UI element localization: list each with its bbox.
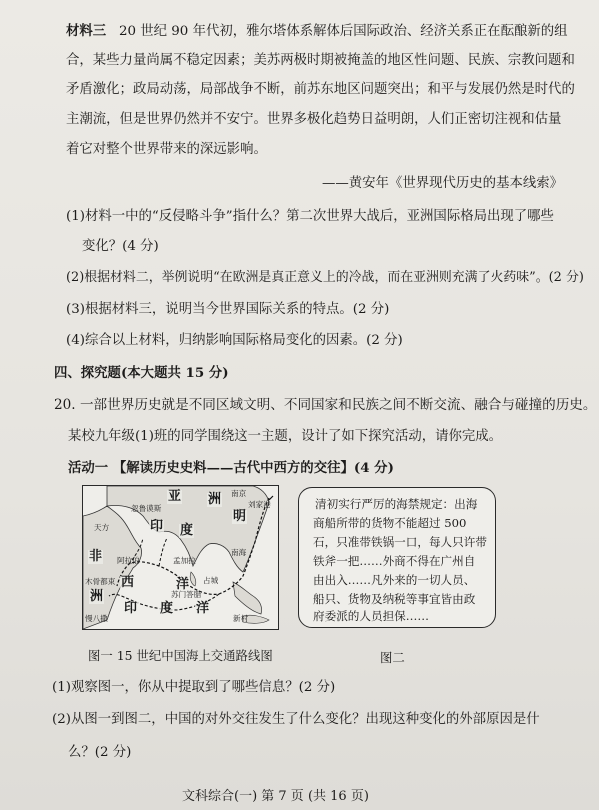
- page-footer: 文科综合(一) 第 7 页 (共 16 页): [182, 789, 369, 804]
- figure-1-caption: 图一 15 世纪中国海上交通路线图: [88, 648, 273, 663]
- map-label-io-du: 度: [160, 601, 174, 616]
- section-4-title: 四、探究题(本大题共 15 分): [54, 365, 229, 381]
- fig2-line-1: 清初实行严厉的海禁规定：出海: [315, 497, 478, 511]
- material3-line-1: [66, 22, 568, 41]
- map-label-west: 西: [121, 575, 135, 590]
- map-label-asia-1: 亚: [168, 489, 182, 504]
- place-tianfang: 天方: [94, 523, 110, 532]
- map-label-africa-1: 非: [89, 549, 103, 564]
- place-zhancheng: 占城: [203, 576, 219, 585]
- fig2-line-5: 由出入……凡外来的一切人员、: [313, 573, 476, 587]
- place-suomen: 苏门答腊: [171, 590, 202, 599]
- subquestion-1: (1)观察图一，你从中提取到了哪些信息？(2 分): [52, 680, 336, 695]
- question-3: (3)根据材料三，说明当今世界国际关系的特点。(2 分): [66, 302, 390, 317]
- fig2-line-2: 商船所带的货物不能超过 500: [313, 516, 467, 530]
- place-mojia: 木骨都束: [85, 577, 116, 586]
- activity-1-title: 活动一 【解读历史史料——古代中西方的交往】(4 分): [68, 460, 394, 476]
- sea-ban-text-box: [298, 487, 496, 628]
- material3-text-1: 20 世纪 90 年代初，雅尔塔体系解体后国际政治、经济关系正在酝酿新的组: [118, 24, 568, 39]
- place-manbasa: 慢八撒: [85, 614, 108, 623]
- fig2-line-6: 船只、货物及纳税等事宜皆由政: [313, 592, 476, 606]
- question-20-line-1: 20. 一部世界历史就是不同区域文明、不同国家和民族之间不断交流、融合与碰撞的历史。: [54, 397, 597, 413]
- route-map: [82, 485, 279, 630]
- figure-2-caption: 图二: [380, 650, 405, 665]
- fig2-line-4: 铁斧一把……外商不得在广州自: [313, 554, 476, 568]
- map-label-africa-2: 洲: [90, 589, 104, 604]
- material3-line-5: 着它对整个世界带来的深远影响。: [66, 142, 267, 157]
- map-label-io-yang: 洋: [196, 601, 210, 616]
- place-hulumosi: 忽鲁谟斯: [131, 504, 162, 513]
- map-label-india-1: 印: [150, 519, 164, 534]
- question-1-line-2: 变化？(4 分): [82, 239, 159, 254]
- place-alabo: 阿拉伯: [117, 556, 140, 565]
- material3-source: ——黄安年《世界现代历史的基本线索》: [322, 176, 564, 191]
- place-liujia: 刘家港: [248, 500, 271, 509]
- map-label-io-yin: 印: [124, 601, 138, 616]
- place-xincun: 新村: [233, 614, 249, 623]
- material3-line-2: 合，某些力量尚属不稳定因素；美苏两极时期被掩盖的地区性问题、民族、宗教问题和: [66, 53, 575, 68]
- subquestion-2-line-1: (2)从图一到图二，中国的对外交往发生了什么变化？出现这种变化的外部原因是什: [52, 712, 540, 727]
- map-label-india-2: 度: [180, 523, 194, 538]
- place-bangla: 孟加拉: [173, 556, 196, 565]
- question-2: (2)根据材料二，举例说明“在欧洲是真正意义上的冷战，而在亚洲则充满了火药味”。(2 分): [66, 270, 584, 285]
- subquestion-2-line-2: 么？(2 分): [68, 745, 132, 760]
- material3-label: 材料三: [66, 23, 107, 39]
- question-20-line-2: 某校九年级(1)班的同学围绕这一主题，设计了如下探究活动，请你完成。: [68, 429, 503, 444]
- map-label-asia-2: 洲: [208, 492, 222, 507]
- question-4: (4)综合以上材料，归纳影响国际格局变化的因素。(2 分): [66, 333, 403, 348]
- place-nanhai: 南海: [231, 548, 247, 557]
- map-label-ocean: 洋: [176, 577, 190, 592]
- material3-line-4: 主潮流，但是世界仍然并不安宁。世界多极化趋势日益明朗，人们正密切注视和估量: [66, 112, 562, 127]
- question-1-line-1: (1)材料一中的“反侵略斗争”指什么？第二次世界大战后，亚洲国际格局出现了哪些: [66, 209, 554, 224]
- material3-line-3: 矛盾激化；政局动荡，局部战争不断，前苏东地区问题突出；和平与发展仍然是时代的: [66, 82, 575, 97]
- fig2-line-7: 府委派的人员担保……: [313, 609, 429, 623]
- fig2-line-3: 石，只准带铁锅一口，每人只许带: [313, 535, 487, 549]
- place-nanjing: 南京: [231, 489, 247, 498]
- map-label-ming: 明: [233, 509, 247, 524]
